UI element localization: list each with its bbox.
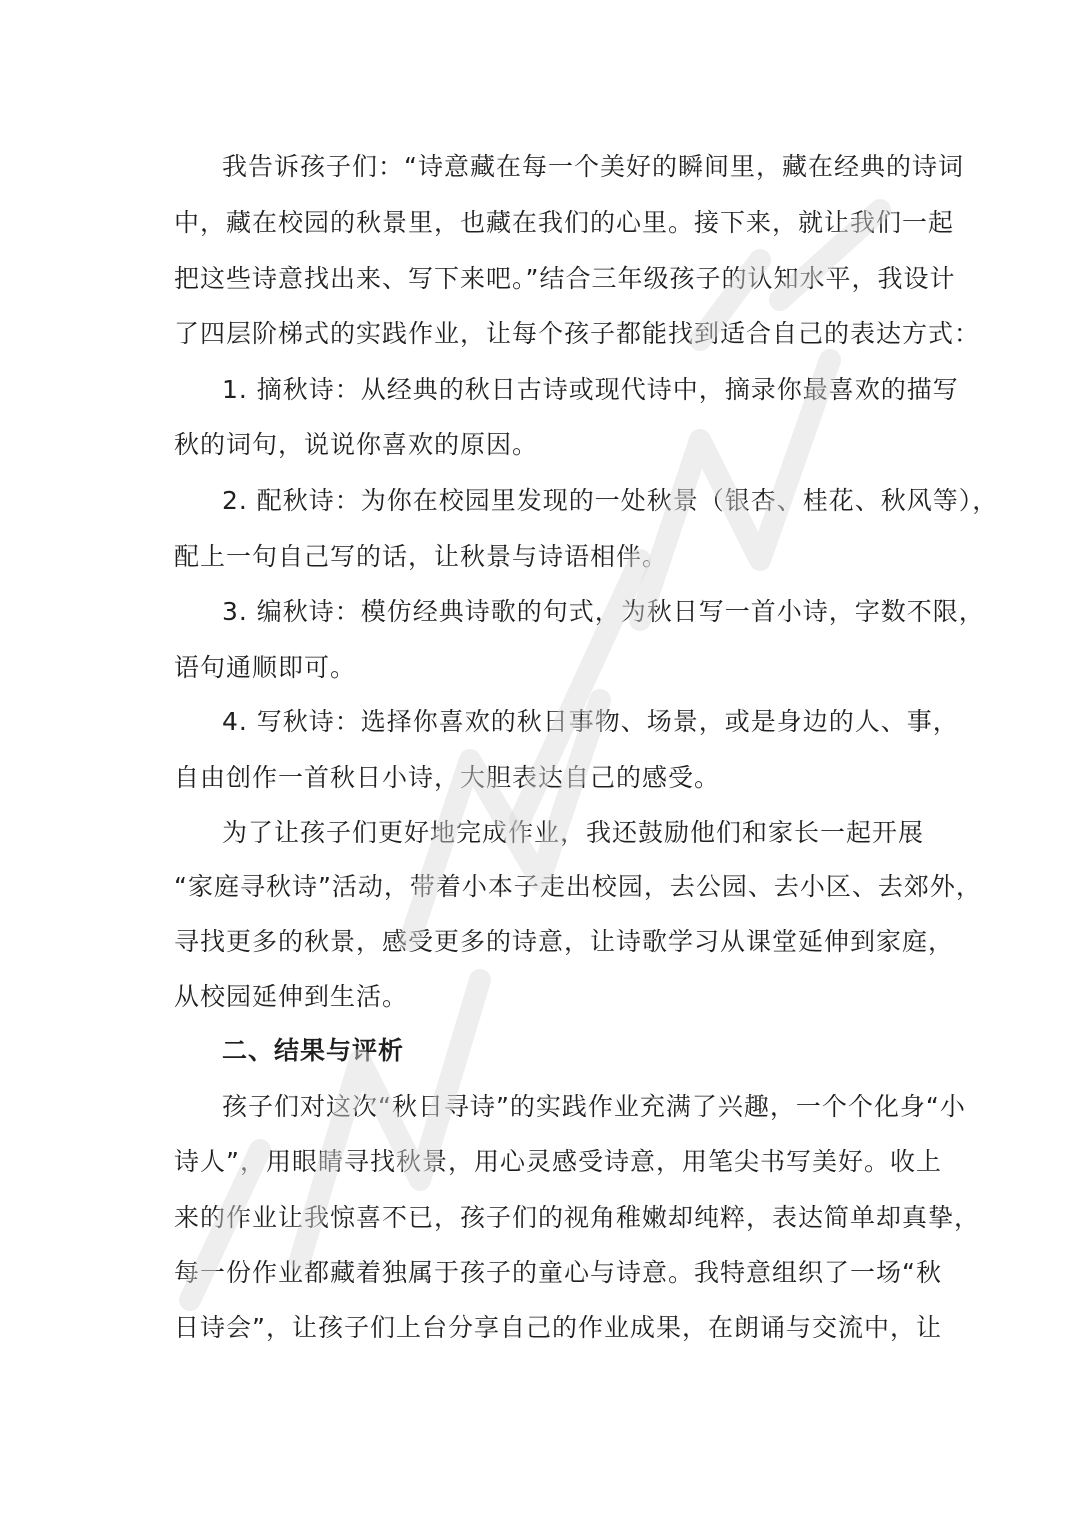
paragraph-line: 为了让孩子们更好地完成作业，我还鼓励他们和家长一起开展 bbox=[222, 818, 925, 847]
paragraph-line: 中，藏在校园的秋景里，也藏在我们的心里。接下来，就让我们一起 bbox=[174, 208, 955, 237]
paragraph-line: 了四层阶梯式的实践作业，让每个孩子都能找到适合自己的表达方式： bbox=[174, 319, 981, 348]
paragraph-line: 把这些诗意找出来、写下来吧。”结合三年级孩子的认知水平，我设计 bbox=[174, 264, 956, 293]
list-item-line: 语句通顺即可。 bbox=[174, 653, 357, 682]
list-item-line: 2. 配秋诗：为你在校园里发现的一处秋景（银杏、桂花、秋风等）， bbox=[222, 486, 999, 515]
paragraph-line: 每一份作业都藏着独属于孩子的童心与诗意。我特意组织了一场“秋 bbox=[174, 1258, 942, 1287]
paragraph-line: “家庭寻秋诗”活动，带着小本子走出校园，去公园、去小区、去郊外， bbox=[174, 872, 982, 901]
paragraph-line: 来的作业让我惊喜不已，孩子们的视角稚嫩却纯粹，表达简单却真挚， bbox=[174, 1203, 981, 1232]
list-item-line: 1. 摘秋诗：从经典的秋日古诗或现代诗中，摘录你最喜欢的描写 bbox=[222, 375, 959, 404]
paragraph-line: 从校园延伸到生活。 bbox=[174, 982, 409, 1011]
paragraph-line: 孩子们对这次“秋日寻诗”的实践作业充满了兴趣，一个个化身“小 bbox=[222, 1092, 966, 1121]
paragraph-line: 日诗会”，让孩子们上台分享自己的作业成果，在朗诵与交流中，让 bbox=[174, 1313, 942, 1342]
paragraph-line: 寻找更多的秋景，感受更多的诗意，让诗歌学习从课堂延伸到家庭， bbox=[174, 927, 955, 956]
paragraph-line: 诗人”，用眼睛寻找秋景，用心灵感受诗意，用笔尖书写美好。收上 bbox=[174, 1147, 942, 1176]
section-heading: 二、结果与评析 bbox=[222, 1036, 405, 1065]
list-item-line: 秋的词句，说说你喜欢的原因。 bbox=[174, 430, 539, 459]
list-item-line: 3. 编秋诗：模仿经典诗歌的句式，为秋日写一首小诗，字数不限， bbox=[222, 597, 985, 626]
list-item-line: 自由创作一首秋日小诗，大胆表达自己的感受。 bbox=[174, 763, 721, 792]
paragraph-line: 我告诉孩子们：“诗意藏在每一个美好的瞬间里，藏在经典的诗词 bbox=[222, 152, 964, 181]
list-item-line: 4. 写秋诗：选择你喜欢的秋日事物、场景，或是身边的人、事， bbox=[222, 707, 959, 736]
list-item-line: 配上一句自己写的话，让秋景与诗语相伴。 bbox=[174, 542, 669, 571]
